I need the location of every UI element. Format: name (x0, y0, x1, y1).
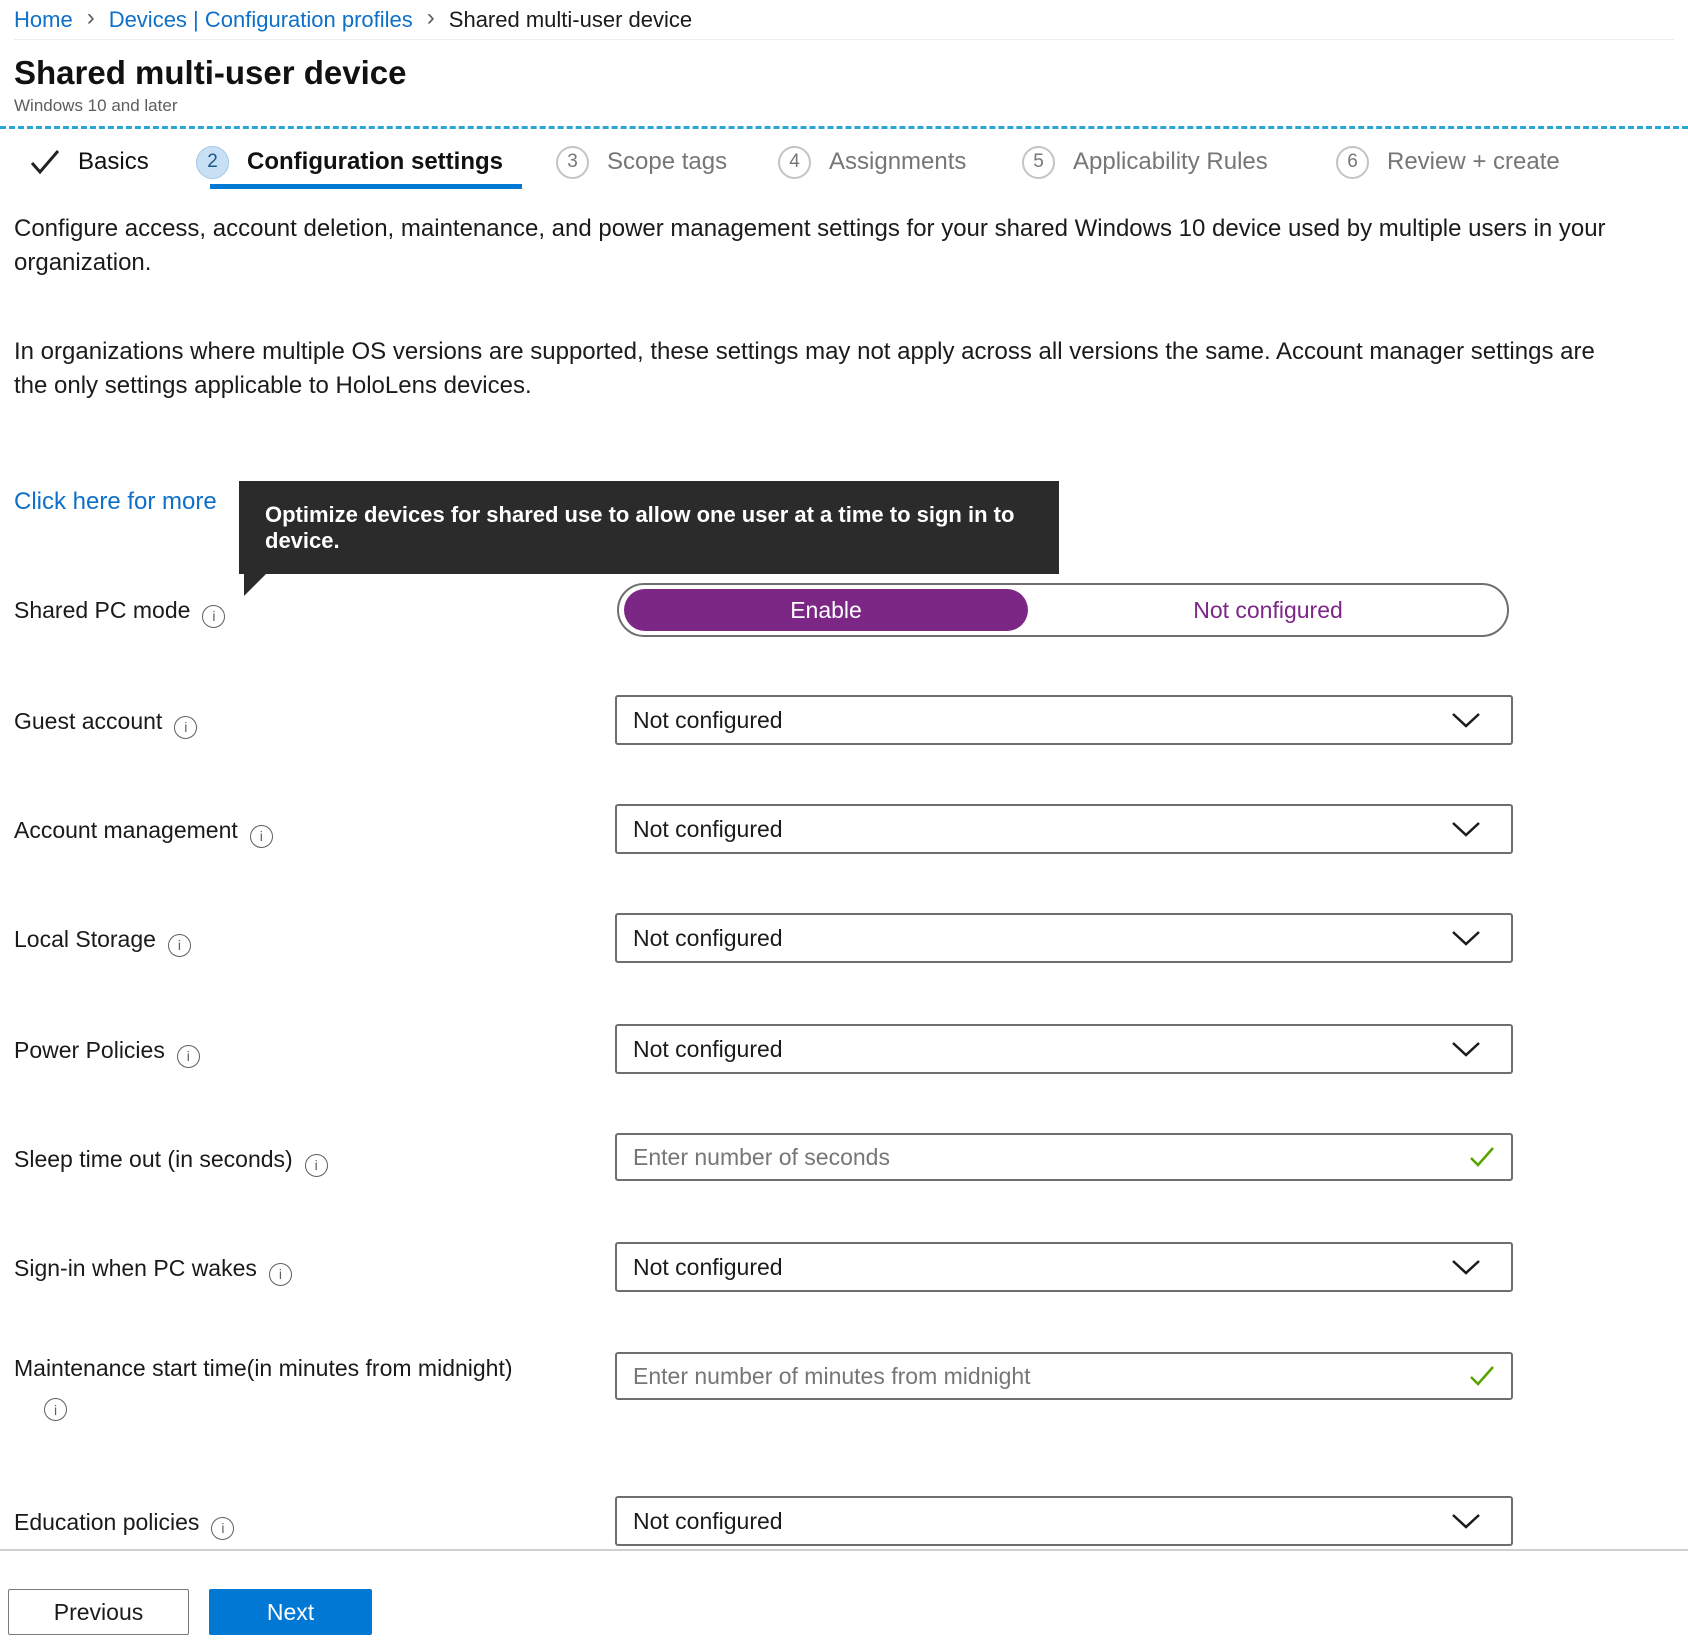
dashed-separator (0, 126, 1688, 129)
toggle-option-not-configured[interactable]: Not configured (1193, 596, 1343, 623)
breadcrumb-chevron-icon: › (86, 3, 95, 31)
chevron-down-icon (1451, 1041, 1481, 1058)
tab-configuration-settings-label: Configuration settings (247, 148, 503, 175)
education-policies-dropdown[interactable] (615, 1496, 1513, 1546)
dropdown-value: Not configured (633, 1035, 783, 1062)
field-label-text: Local Storage (14, 926, 156, 952)
field-label-power-policies (14, 1037, 200, 1068)
field-label-text: Account management (14, 817, 238, 843)
dropdown-value: Not configured (633, 924, 783, 951)
info-icon[interactable]: i (168, 934, 191, 957)
tab-applicability-rules-label: Applicability Rules (1073, 148, 1268, 175)
info-icon[interactable]: i (44, 1398, 67, 1421)
previous-button[interactable]: Previous (8, 1589, 189, 1635)
tooltip-tail (244, 572, 268, 596)
sleep-timeout-input[interactable] (633, 1144, 1457, 1171)
power-policies-dropdown[interactable] (615, 1024, 1513, 1074)
field-label-text: Education policies (14, 1509, 200, 1535)
field-label-text: Sleep time out (in seconds) (14, 1146, 293, 1172)
chevron-down-icon (1451, 1513, 1481, 1530)
sleep-timeout-field (615, 1133, 1513, 1181)
step-number-badge: 6 (1336, 146, 1369, 179)
local-storage-dropdown[interactable] (615, 913, 1513, 963)
field-label-maintenance-start (14, 1355, 513, 1382)
wizard-steps (0, 138, 1688, 196)
info-icon[interactable]: i (202, 605, 225, 628)
intro-paragraph-2: In organizations where multiple OS versions are supported, these settings may not apply across all versions the same. Account manager settings are the only settings applicable to HoloLens devices. (14, 338, 1595, 399)
tab-configuration-settings[interactable] (196, 138, 503, 186)
chevron-down-icon (1451, 821, 1481, 838)
guest-account-dropdown[interactable] (615, 695, 1513, 745)
toggle-option-enable[interactable]: Enable (624, 589, 1028, 631)
field-label-education-policies (14, 1509, 234, 1540)
page-title: Shared multi-user device (14, 54, 407, 91)
field-label-signin-wakes (14, 1255, 292, 1286)
info-icon[interactable]: i (269, 1263, 292, 1286)
dropdown-value: Not configured (633, 706, 783, 733)
field-label-text: Guest account (14, 708, 163, 734)
tab-assignments[interactable] (778, 138, 966, 186)
tab-basics[interactable] (30, 138, 149, 186)
breadcrumb-home-link[interactable]: Home (14, 6, 73, 32)
tab-basics-label: Basics (78, 148, 149, 175)
dropdown-value: Not configured (633, 815, 783, 842)
step-number-badge: 3 (556, 146, 589, 179)
active-tab-underline (210, 184, 522, 189)
breadcrumb (14, 0, 1674, 40)
valid-check-icon (1469, 1365, 1495, 1387)
info-icon[interactable]: i (211, 1517, 234, 1540)
checkmark-icon (30, 149, 60, 175)
tooltip-text: Optimize devices for shared use to allow one user at a time to sign in to device. (265, 501, 1015, 553)
shared-pc-mode-toggle[interactable] (617, 583, 1509, 637)
breadcrumb-current-page: Shared multi-user device (448, 6, 693, 32)
info-icon[interactable]: i (177, 1045, 200, 1068)
step-number-badge: 5 (1022, 146, 1055, 179)
step-number-badge: 4 (778, 146, 811, 179)
field-label-text: Maintenance start time(in minutes from midnight) (14, 1355, 513, 1381)
footer-divider (0, 1549, 1688, 1551)
page-subtitle: Windows 10 and later (14, 96, 178, 115)
tab-review-create-label: Review + create (1387, 148, 1560, 175)
more-info-link[interactable]: Click here for more (14, 488, 217, 515)
tab-applicability-rules[interactable] (1022, 138, 1268, 186)
field-label-text: Shared PC mode (14, 597, 191, 623)
next-button[interactable]: Next (209, 1589, 372, 1635)
valid-check-icon (1469, 1146, 1495, 1168)
tab-review-create[interactable] (1336, 138, 1560, 186)
tooltip (239, 481, 1059, 574)
dropdown-value: Not configured (633, 1507, 783, 1534)
info-icon[interactable]: i (174, 716, 197, 739)
field-label-local-storage (14, 926, 191, 957)
chevron-down-icon (1451, 712, 1481, 729)
account-management-dropdown[interactable] (615, 804, 1513, 854)
breadcrumb-chevron-icon: › (426, 3, 435, 31)
field-label-text: Sign-in when PC wakes (14, 1255, 257, 1281)
tab-assignments-label: Assignments (829, 148, 967, 175)
intro-paragraph-1: Configure access, account deletion, maintenance, and power management settings for your shared Windows 10 device used by multiple users in your organization. (14, 215, 1606, 276)
breadcrumb-configuration-profiles-link[interactable]: Devices | Configuration profiles (108, 6, 413, 32)
tab-scope-tags-label: Scope tags (607, 148, 728, 175)
chevron-down-icon (1451, 930, 1481, 947)
field-label-guest-account (14, 708, 197, 739)
maintenance-start-field (615, 1352, 1513, 1400)
field-label-sleep-timeout (14, 1146, 328, 1177)
field-label-text: Power Policies (14, 1037, 165, 1063)
field-label-account-management (14, 817, 273, 848)
info-icon[interactable]: i (250, 825, 273, 848)
tab-scope-tags[interactable] (556, 138, 727, 186)
step-number-badge: 2 (196, 146, 229, 179)
chevron-down-icon (1451, 1259, 1481, 1276)
dropdown-value: Not configured (633, 1253, 783, 1280)
signin-wakes-dropdown[interactable] (615, 1242, 1513, 1292)
info-icon[interactable]: i (305, 1154, 328, 1177)
field-label-shared-pc-mode (14, 597, 225, 628)
maintenance-start-input[interactable] (633, 1363, 1457, 1390)
